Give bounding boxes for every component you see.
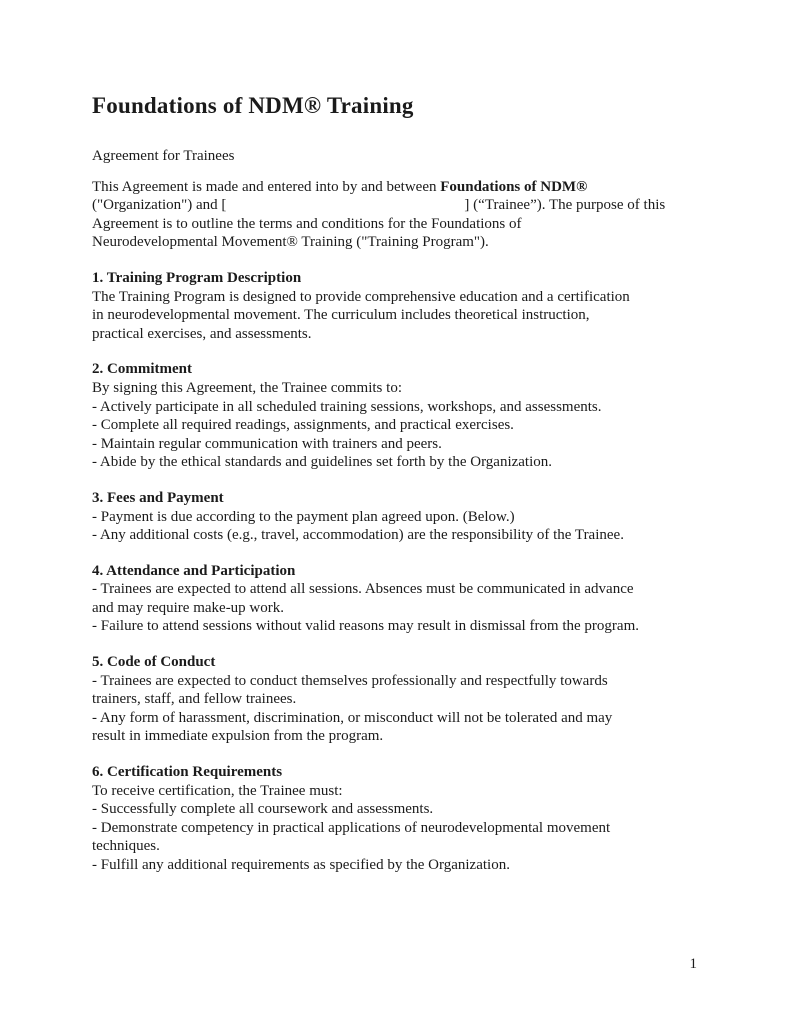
section-line: - Trainees are expected to attend all sessions. Absences must be communicated in advance <box>92 581 634 598</box>
section-line: - Any additional costs (e.g., travel, accommodation) are the responsibility of the Trainee. <box>92 527 624 544</box>
section-heading: 1. Training Program Description <box>92 269 302 286</box>
section-line: By signing this Agreement, the Trainee commits to: <box>92 379 402 396</box>
trainee-name-blank <box>226 208 464 209</box>
section-heading: 5. Code of Conduct <box>92 654 216 671</box>
intro-line2-pre: ("Organization") and [ <box>92 197 227 214</box>
section-line: To receive certification, the Trainee must: <box>92 782 343 799</box>
section-2 <box>92 360 701 472</box>
section-line: techniques. <box>92 838 160 855</box>
organization-name-bold: Foundations of NDM® <box>440 178 588 195</box>
section-heading: 6. Certification Requirements <box>92 764 283 781</box>
intro-line4: Neurodevelopmental Movement® Training ("Training Program"). <box>92 234 489 251</box>
section-line: trainers, staff, and fellow trainees. <box>92 691 297 708</box>
section-heading: 2. Commitment <box>92 361 192 378</box>
section-5 <box>92 653 701 746</box>
section-line: - Fulfill any additional requirements as specified by the Organization. <box>92 857 510 873</box>
intro-line3: Agreement is to outline the terms and conditions for the Foundations of <box>92 215 522 232</box>
document-title: Foundations of NDM® Training <box>92 93 414 118</box>
section-line: practical exercises, and assessments. <box>92 325 312 342</box>
section-6 <box>92 763 701 875</box>
intro-paragraph <box>92 178 701 252</box>
section-line: result in immediate expulsion from the program. <box>92 728 384 745</box>
section-line: - Maintain regular communication with trainers and peers. <box>92 435 442 452</box>
document-subtitle: Agreement for Trainees <box>92 148 235 164</box>
section-line: in neurodevelopmental movement. The curriculum includes theoretical instruction, <box>92 307 590 324</box>
section-line: - Successfully complete all coursework and assessments. <box>92 801 434 818</box>
section-line: - Trainees are expected to conduct themselves professionally and respectfully towards <box>92 672 608 689</box>
section-1 <box>92 269 701 343</box>
intro-line1-text: This Agreement is made and entered into by and between <box>92 178 441 195</box>
section-line: - Complete all required readings, assignments, and practical exercises. <box>92 417 514 434</box>
intro-line2-post: ] (“Trainee”). The purpose of this <box>464 197 666 214</box>
section-line: - Abide by the ethical standards and guidelines set forth by the Organization. <box>92 454 553 471</box>
section-heading: 4. Attendance and Participation <box>92 562 296 579</box>
section-line: - Failure to attend sessions without valid reasons may result in dismissal from the program. <box>92 618 639 635</box>
section-line: - Demonstrate competency in practical applications of neurodevelopmental movement <box>92 819 611 836</box>
section-line: and may require make-up work. <box>92 599 285 616</box>
section-line: - Any form of harassment, discrimination, or misconduct will not be tolerated and may <box>92 709 613 726</box>
section-3 <box>92 489 701 545</box>
section-line: - Payment is due according to the payment plan agreed upon. (Below.) <box>92 508 515 525</box>
sections-container <box>92 269 701 875</box>
section-line: The Training Program is designed to provide comprehensive education and a certification <box>92 288 630 305</box>
section-line: - Actively participate in all scheduled training sessions, workshops, and assessments. <box>92 398 602 415</box>
section-4 <box>92 562 701 636</box>
section-heading: 3. Fees and Payment <box>92 489 224 506</box>
page-number: 1 <box>689 956 697 972</box>
